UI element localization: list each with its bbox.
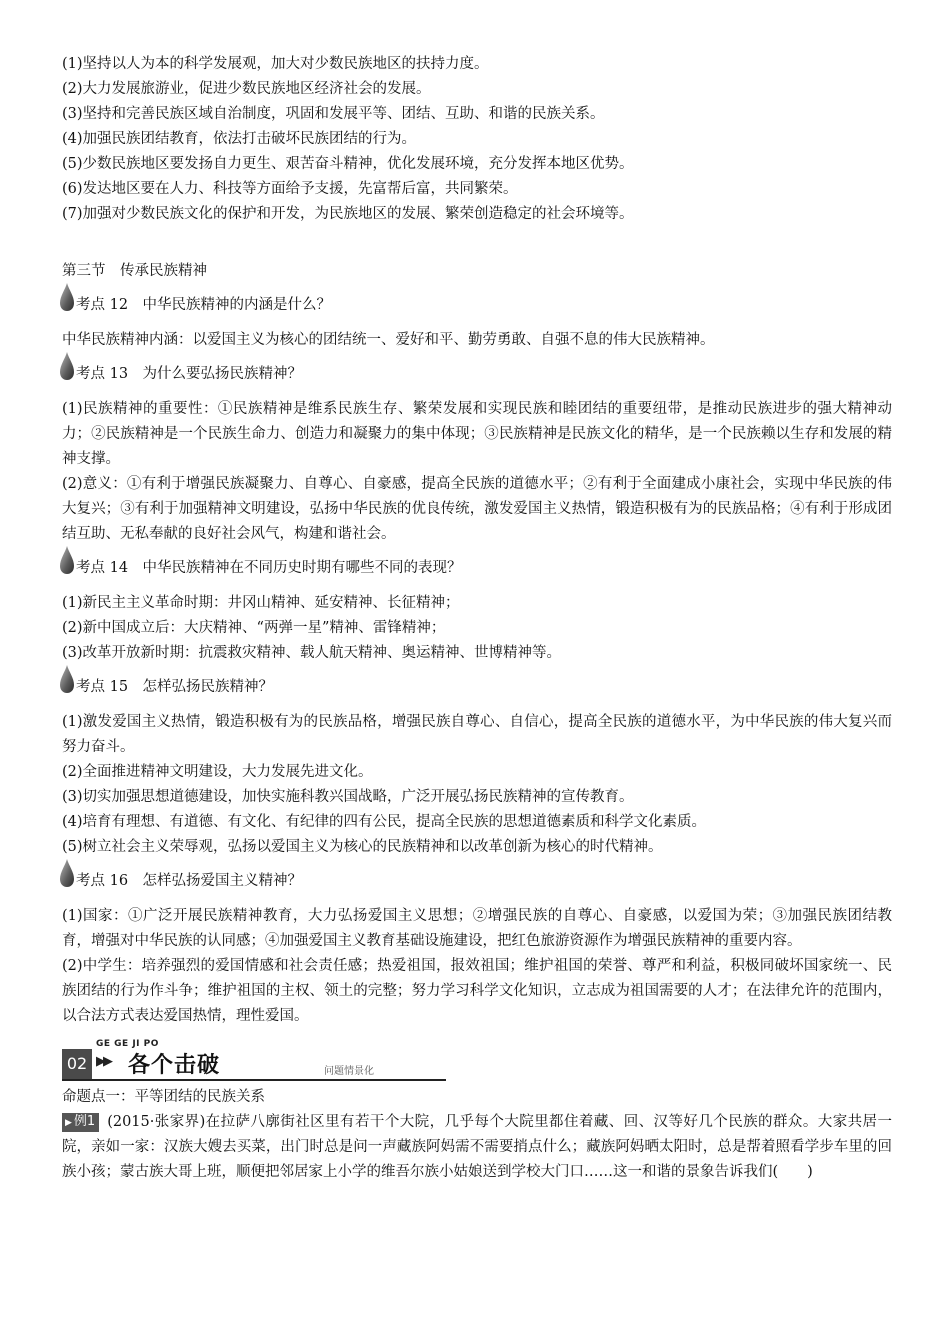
mingti-title: 命题点一：平等团结的民族关系 [62, 1089, 265, 1105]
drop-icon [59, 351, 75, 381]
list-item: (5)树立社会主义荣辱观，弘扬以爱国主义为核心的民族精神和以改革创新为核心的时代精神。 [62, 839, 663, 855]
list-item: (4)培育有理想、有道德、有文化、有纪律的四有公民，提高全民族的思想道德素质和科学文化素质。 [62, 814, 707, 830]
kaodian-13-p1: (1)民族精神的重要性：①民族精神是维系民族生存、繁荣发展和实现民族和睦团结的重要纽带，是推动民族进步的强大精神动力；②民族精神是一个民族生命力、创造力和凝聚力的集中体现；③民族精神是民族文化的精华，是一个民族赖以生存和发展的精神支撑。 [62, 401, 892, 467]
list-item: (1)坚持以人为本的科学发展观，加大对少数民族地区的扶持力度。 [62, 56, 489, 72]
example-badge [62, 1113, 99, 1132]
list-item: (6)发达地区要在人力、科技等方面给予支援，先富帮后富，共同繁荣。 [62, 181, 518, 197]
kaodian-15-p1: (1)激发爱国主义热情，锻造积极有为的民族品格，增强民族自尊心、自信心，提高全民族的道德水平，为中华民族的伟大复兴而努力奋斗。 [62, 714, 892, 755]
kaodian-14-heading [62, 549, 892, 581]
list-item: (2)全面推进精神文明建设，大力发展先进文化。 [62, 764, 373, 780]
list-item: (3)切实加强思想道德建设，加快实施科教兴国战略，广泛开展弘扬民族精神的宣传教育。 [62, 789, 634, 805]
list-item: (3)坚持和完善民族区域自治制度，巩固和发展平等、团结、互助、和谐的民族关系。 [62, 106, 605, 122]
section-title: 第三节 传承民族精神 [62, 263, 207, 279]
list-item: (1)新民主主义革命时期：井冈山精神、延安精神、长征精神； [62, 595, 460, 611]
banner-pinyin: GE GE JI PO [96, 1039, 159, 1049]
kaodian-13-heading [62, 355, 892, 387]
section-banner [62, 1041, 446, 1085]
top-list [62, 52, 892, 227]
banner-number: 02 [62, 1049, 92, 1079]
list-item: (5)少数民族地区要发扬自力更生、艰苦奋斗精神，优化发展环境，充分发挥本地区优势。 [62, 156, 634, 172]
double-arrow-icon: ▶▶ [96, 1054, 110, 1069]
drop-icon [59, 858, 75, 888]
kaodian-15-heading [62, 668, 892, 700]
banner-rule [62, 1079, 446, 1081]
example-text: (2015·张家界)在拉萨八廓街社区里有若干个大院，几乎每个大院里都住着藏、回、汉等好几个民族的群众。大家共居一院，亲如一家：汉族大嫂去买菜，出门时总是问一声藏族阿妈需不需要捎点什么；藏族阿妈晒太阳时，总是帮着照看学步车里的回族小孩；蒙古族大哥上班，顺便把邻居家上小学的维吾尔族小姑娘送到学校大门口……这一和谐的景象告诉我们( ) [62, 1114, 892, 1180]
document-page [62, 52, 892, 1185]
drop-icon [59, 664, 75, 694]
list-item: (2)大力发展旅游业，促进少数民族地区经济社会的发展。 [62, 81, 431, 97]
list-item: (2)新中国成立后：大庆精神、“两弹一星”精神、雷锋精神； [62, 620, 446, 636]
kaodian-16-heading [62, 862, 892, 894]
banner-subtitle: 问题情景化 [324, 1066, 374, 1077]
list-item: (4)加强民族团结教育，依法打击破坏民族团结的行为。 [62, 131, 417, 147]
kaodian-title: 考点 16 怎样弘扬爱国主义精神？ [76, 873, 303, 889]
list-item: (3)改革开放新时期：抗震救灾精神、载人航天精神、奥运精神、世博精神等。 [62, 645, 562, 661]
kaodian-12-body: 中华民族精神内涵：以爱国主义为核心的团结统一、爱好和平、勤劳勇敢、自强不息的伟大民族精神。 [62, 332, 715, 348]
banner-title: 各个击破 [128, 1053, 221, 1078]
drop-icon [59, 545, 75, 575]
play-triangle-icon: ▶ [65, 1118, 72, 1128]
kaodian-title: 考点 14 中华民族精神在不同历史时期有哪些不同的表现？ [76, 560, 462, 576]
list-item: (7)加强对少数民族文化的保护和开发，为民族地区的发展、繁荣创造稳定的社会环境等。 [62, 206, 634, 222]
kaodian-title: 考点 12 中华民族精神的内涵是什么？ [76, 297, 332, 313]
kaodian-title: 考点 15 怎样弘扬民族精神？ [76, 679, 274, 695]
example-label: 例1 [73, 1114, 96, 1129]
kaodian-title: 考点 13 为什么要弘扬民族精神？ [76, 366, 303, 382]
kaodian-12-heading [62, 286, 892, 318]
drop-icon [59, 282, 75, 312]
kaodian-16-p2: (2)中学生：培养强烈的爱国情感和社会责任感；热爱祖国，报效祖国；维护祖国的荣誉、尊严和利益，积极同破坏国家统一、民族团结的行为作斗争；维护祖国的主权、领土的完整；努力学习科学文化知识，立志成为祖国需要的人才；在法律允许的范围内，以合法方式表达爱国热情，理性爱国。 [62, 958, 892, 1024]
kaodian-16-p1: (1)国家：①广泛开展民族精神教育，大力弘扬爱国主义思想；②增强民族的自尊心、自豪感，以爱国为荣；③加强民族团结教育，增强对中华民族的认同感；④加强爱国主义教育基础设施建设，把红色旅游资源作为增强民族精神的重要内容。 [62, 908, 892, 949]
kaodian-13-p2: (2)意义：①有利于增强民族凝聚力、自尊心、自豪感，提高全民族的道德水平；②有利于全面建成小康社会，实现中华民族的伟大复兴；③有利于加强精神文明建设，弘扬中华民族的优良传统，激发爱国主义热情，锻造积极有为的民族品格；④有利于形成团结互助、无私奉献的良好社会风气，构建和谐社会。 [62, 476, 892, 542]
example-1 [62, 1110, 892, 1185]
